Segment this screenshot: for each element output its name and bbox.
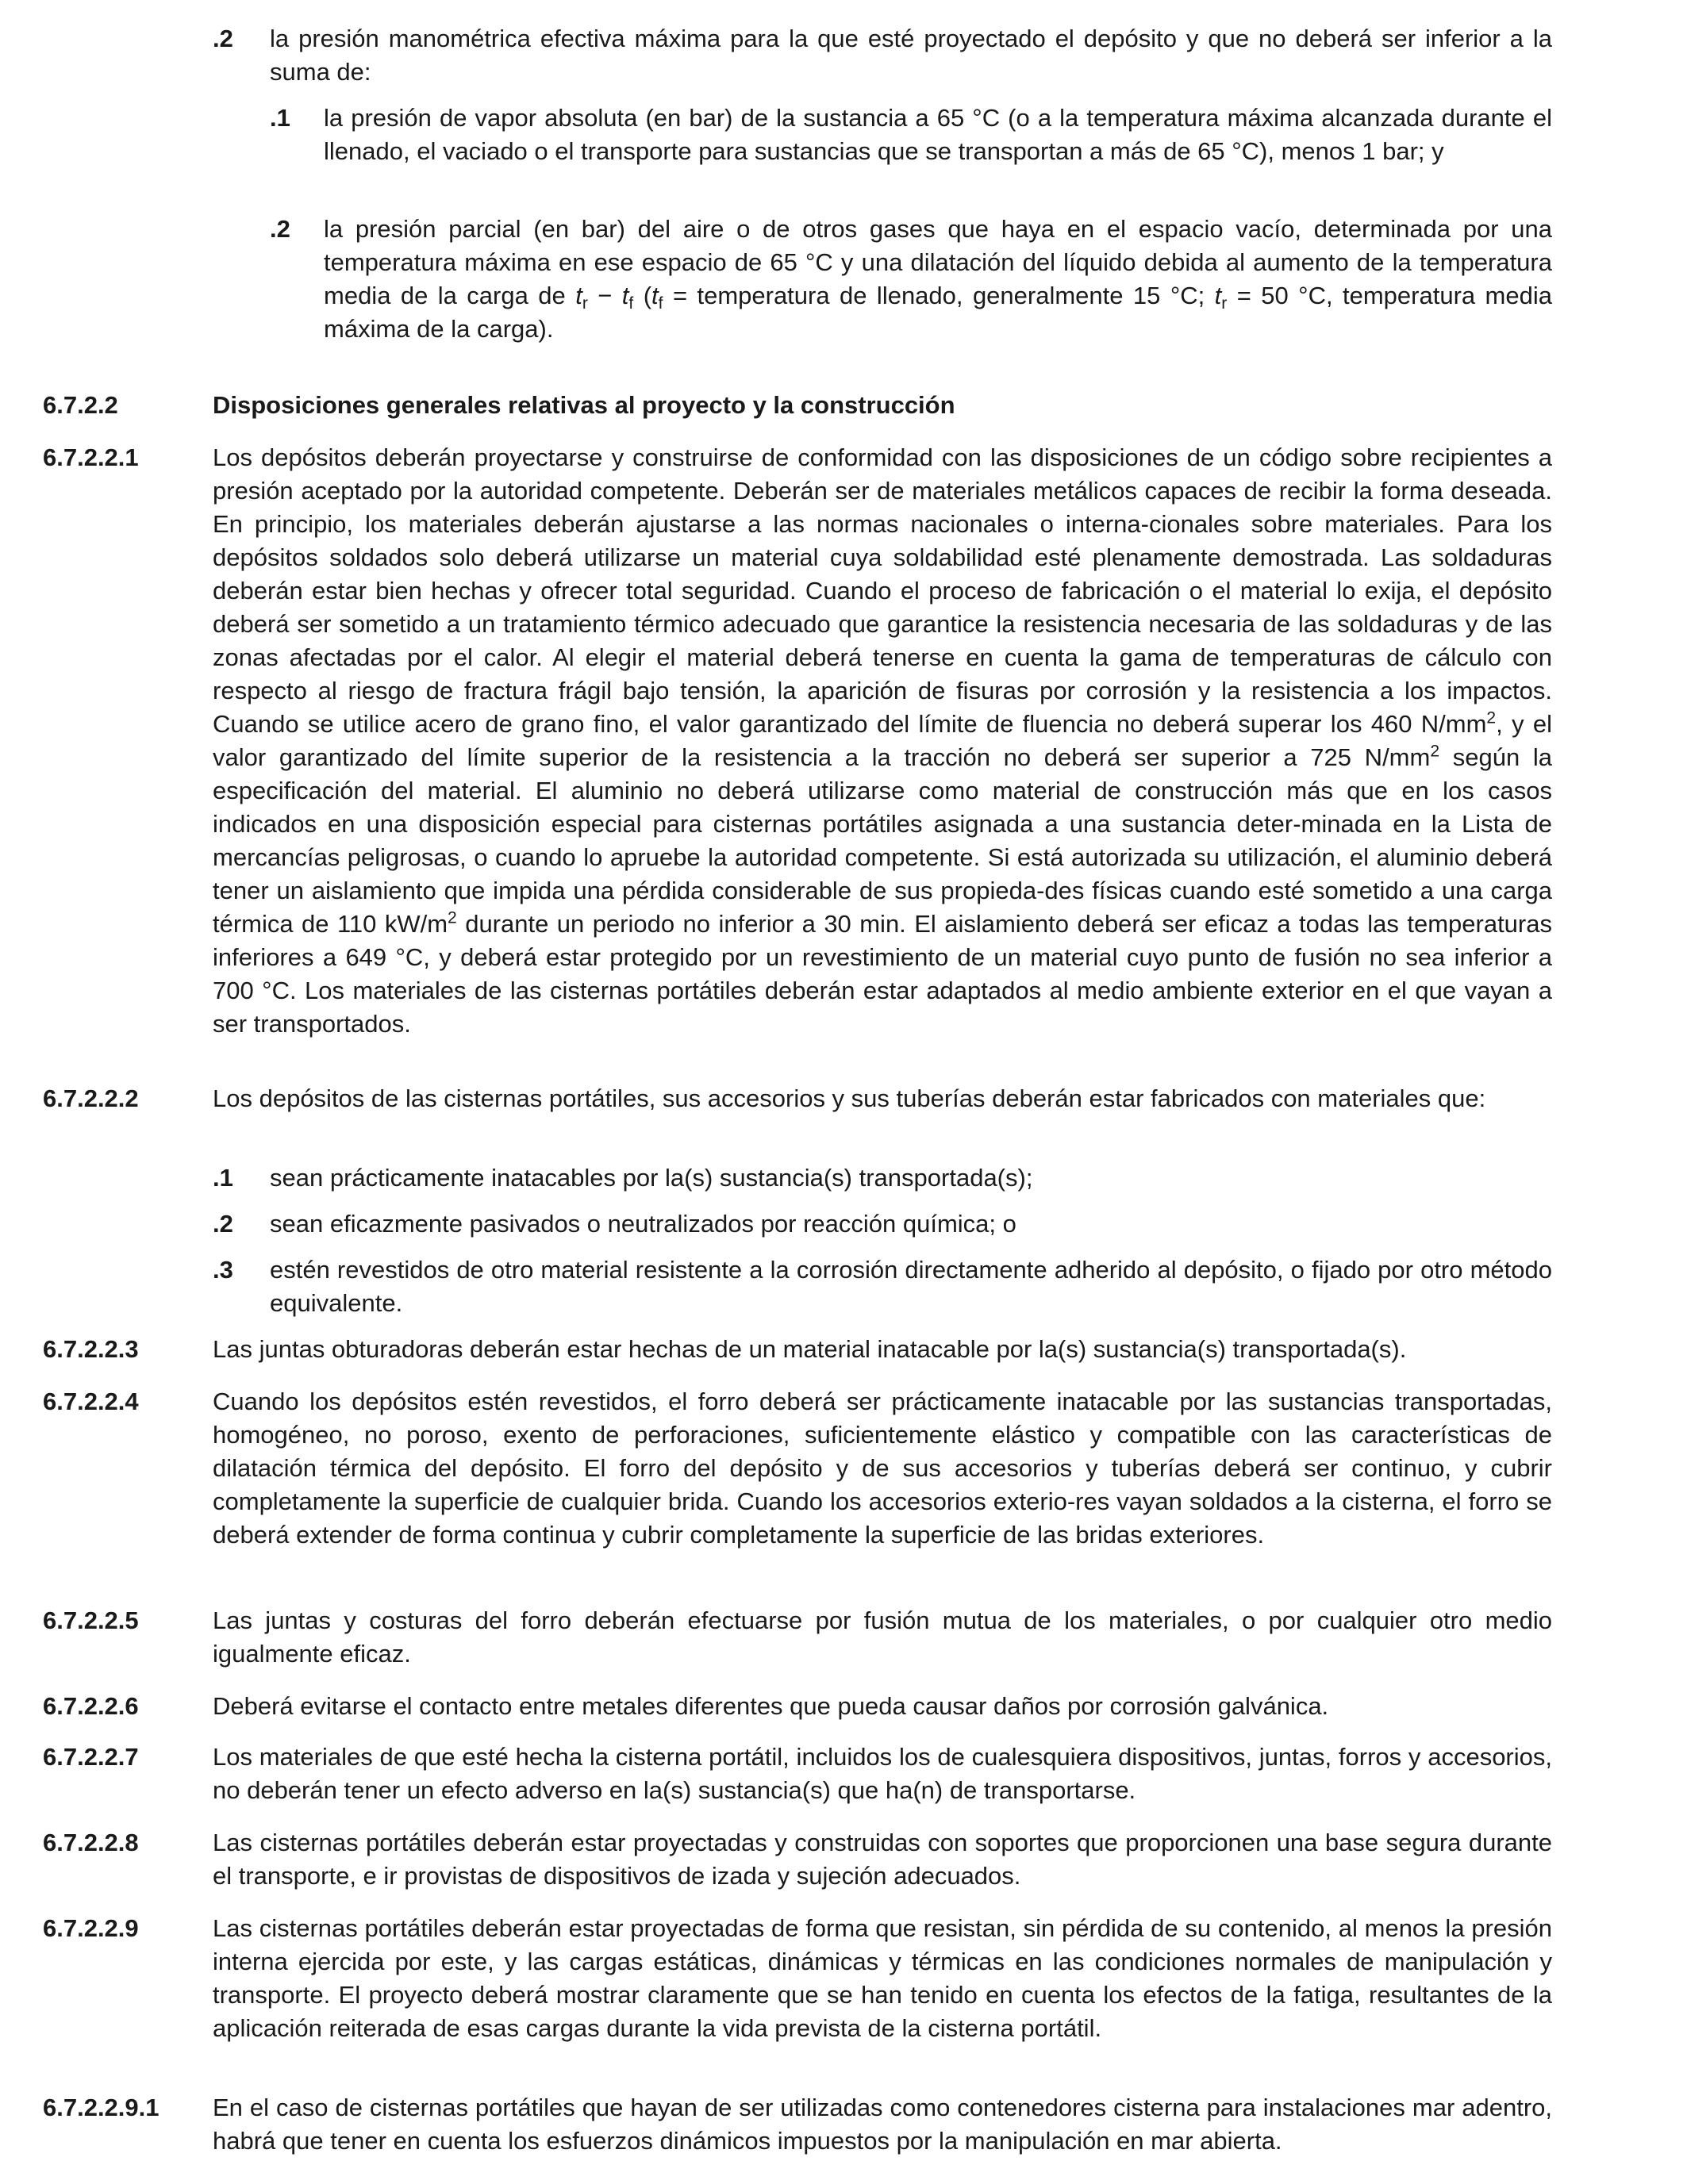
section-number: 6.7.2.2	[43, 391, 118, 419]
list-item-text: sean eficazmente pasivados o neutralizados por reacción química; o	[270, 1210, 1016, 1238]
paragraph-number: 6.7.2.2.3	[43, 1335, 139, 1363]
section-title: Disposiciones generales relativas al proyecto y la construcción	[213, 391, 955, 419]
paragraph-text: Los materiales de que esté hecha la cisterna portátil, incluidos los de cualesquiera dispositivos, juntas, forros y accesorios, no deberán tener un efecto adverso en la(s) sustancia(s) que ha(n) de transportarse.	[213, 1743, 1552, 1804]
intro-subitem-number: .1	[270, 104, 290, 132]
intro-subitem-number: .2	[270, 215, 290, 243]
paragraph-text: Deberá evitarse el contacto entre metales diferentes que pueda causar daños por corrosión galvánica.	[213, 1692, 1329, 1720]
paragraph-number: 6.7.2.2.6	[43, 1692, 139, 1720]
intro-subitem-text: la presión parcial (en bar) del aire o de otros gases que haya en el espacio vacío, determinada por una temperatura máxima en ese espacio de 65 °C y una dilatación del líquido debida al aumento de la temperatura media de la carga de $t_r - t_f$ ($t_f$ = temperatura de llenado, generalmente 15 °C; $t_r = 50$ °C, temperatura media máxima de la carga).	[324, 215, 1552, 343]
paragraph-number: 6.7.2.2.4	[43, 1388, 139, 1415]
list-item-number: .3	[213, 1256, 233, 1284]
paragraph-text: En el caso de cisternas portátiles que hayan de ser utilizadas como contenedores cisterna para instalaciones mar adentro, habrá que tener en cuenta los esfuerzos dinámicos impuestos por la manipulación en mar abierta.	[213, 2094, 1552, 2155]
paragraph-text: Cuando los depósitos estén revestidos, el forro deberá ser prácticamente inatacable por las sustancias transportadas, homogéneo, no poroso, exento de perforaciones, suficientemente elástico y compatible con las características de dilatación térmica del depósito. El forro del depósito y de sus accesorios y tuberías deberá ser continuo, y cubrir completamente la superficie de cualquier brida. Cuando los accesorios exterio-res vayan soldados a la cisterna, el forro se deberá extender de forma continua y cubrir completamente la superficie de las bridas exteriores.	[213, 1388, 1552, 1549]
intro-subitem-text: la presión de vapor absoluta (en bar) de la sustancia a 65 °C (o a la temperatura máxima alcanzada durante el llenado, el vaciado o el transporte para sustancias que se transportan a más de 65 °C), menos 1 bar; y	[324, 104, 1552, 165]
paragraph-text: Las cisternas portátiles deberán estar proyectadas y construidas con soportes que proporcionen una base segura durante el transporte, e ir provistas de dispositivos de izada y sujeción adecuados.	[213, 1829, 1552, 1890]
paragraph-number: 6.7.2.2.5	[43, 1606, 139, 1634]
list-item-number: .1	[213, 1164, 233, 1192]
list-item-text: sean prácticamente inatacables por la(s) sustancia(s) transportada(s);	[270, 1164, 1033, 1192]
paragraph-number: 6.7.2.2.7	[43, 1743, 139, 1771]
paragraph-number: 6.7.2.2.8	[43, 1829, 139, 1856]
paragraph-text: Las cisternas portátiles deberán estar proyectadas de forma que resistan, sin pérdida de su contenido, al menos la presión interna ejercida por este, y las cargas estáticas, dinámicas y térmicas en las condiciones normales de manipulación y transporte. El proyecto deberá mostrar claramente que se han tenido en cuenta los efectos de la fatiga, resultantes de la aplicación reiterada de esas cargas durante la vida prevista de la cisterna portátil.	[213, 1914, 1552, 2042]
paragraph-number: 6.7.2.2.2	[43, 1084, 139, 1112]
list-item-text: estén revestidos de otro material resistente a la corrosión directamente adherido al depósito, o fijado por otro método equivalente.	[270, 1256, 1552, 1317]
paragraph-number: 6.7.2.2.9.1	[43, 2094, 159, 2121]
intro-item-text: la presión manométrica efectiva máxima para la que esté proyectado el depósito y que no deberá ser inferior a la suma de:	[270, 25, 1552, 86]
paragraph-text: Las juntas y costuras del forro deberán efectuarse por fusión mutua de los materiales, o por cualquier otro medio igualmente eficaz.	[213, 1606, 1552, 1668]
paragraph-text: Los depósitos deberán proyectarse y construirse de conformidad con las disposiciones de un código sobre recipientes a presión aceptado por la autoridad competente. Deberán ser de materiales metálicos capaces de recibir la forma deseada. En principio, los materiales deberán ajustarse a las normas nacionales o interna-cionales sobre materiales. Para los depósitos soldados solo deberá utilizarse un material cuya soldabilidad esté plenamente demostrada. Las soldaduras deberán estar bien hechas y ofrecer total seguridad. Cuando el proceso de fabricación o el material lo exija, el depósito deberá ser sometido a un tratamiento térmico adecuado que garantice la resistencia necesaria de las soldaduras y de las zonas afectadas por el calor. Al elegir el material deberá tenerse en cuenta la gama de temperaturas de cálculo con respecto al riesgo de fractura frágil bajo tensión, la aparición de fisuras por corrosión y la resistencia a los impactos. Cuando se utilice acero de grano fino, el valor garantizado del límite de fluencia no deberá superar los 460 $N/mm^2$, y el valor garantizado del límite superior de la resistencia a la tracción no deberá ser superior a 725 $N/mm^2$ según la especificación del material. El aluminio no deberá utilizarse como material de construcción más que en los casos indicados en una disposición especial para cisternas portátiles asignada a una sustancia deter-minada en la Lista de mercancías peligrosas, o cuando lo apruebe la autoridad competente. Si está autorizada su utilización, el aluminio deberá tener un aislamiento que impida una pérdida considerable de sus propieda-des físicas cuando esté sometido a una carga térmica de 110 $kW/m^2$ durante un periodo no inferior a 30 min. El aislamiento deberá ser eficaz a todas las temperaturas inferiores a 649 °C, y deberá estar protegido por un revestimiento de un material cuyo punto de fusión no sea inferior a 700 °C. Los materiales de las cisternas portátiles deberán estar adaptados al medio ambiente exterior en el que vayan a ser transportados.	[213, 443, 1553, 1038]
paragraph-number: 6.7.2.2.9	[43, 1914, 139, 1942]
intro-item-number: .2	[213, 25, 233, 52]
list-item-number: .2	[213, 1210, 233, 1238]
paragraph-text: Las juntas obturadoras deberán estar hechas de un material inatacable por la(s) sustancia(s) transportada(s).	[213, 1335, 1407, 1363]
paragraph-number: 6.7.2.2.1	[43, 443, 139, 471]
paragraph-text: Los depósitos de las cisternas portátiles, sus accesorios y sus tuberías deberán estar fabricados con materiales que:	[213, 1084, 1486, 1112]
